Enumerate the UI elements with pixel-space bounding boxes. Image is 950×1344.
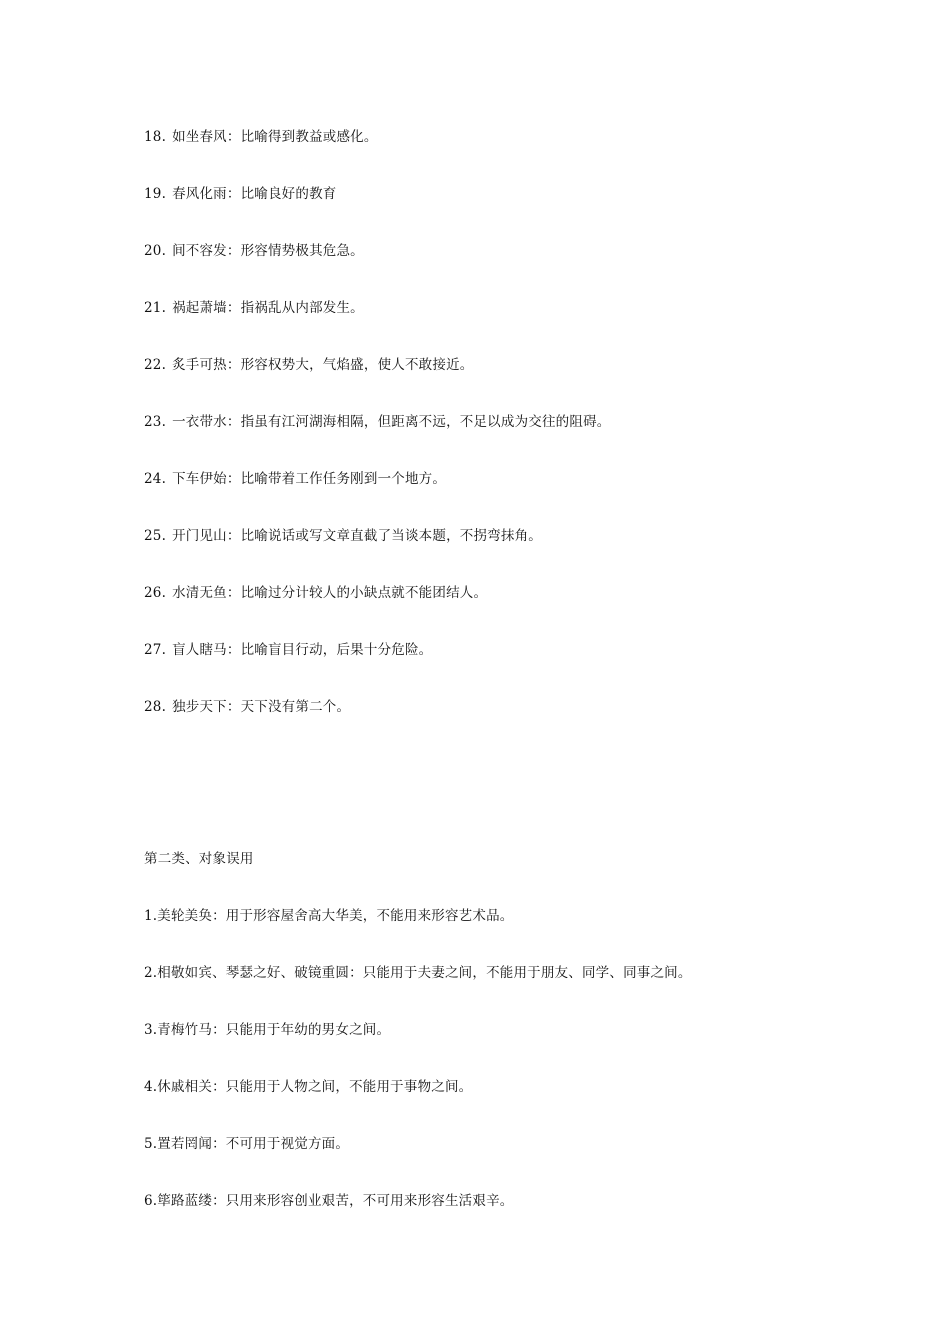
item-number: 2. <box>144 965 158 981</box>
item-text: 筚路蓝缕：只用来形容创业艰苦，不可用来形容生活艰辛。 <box>157 1193 514 1209</box>
item-text: 水清无鱼：比喻过分计较人的小缺点就不能团结人。 <box>172 585 488 601</box>
item-text: 祸起萧墙：指祸乱从内部发生。 <box>172 300 364 316</box>
item-number: 20. <box>144 243 167 259</box>
item-text: 下车伊始：比喻带着工作任务刚到一个地方。 <box>172 471 447 487</box>
list-item <box>144 527 542 545</box>
list-item <box>144 470 446 488</box>
item-number: 4. <box>144 1079 158 1095</box>
list-item <box>144 1135 349 1153</box>
list-item <box>144 964 692 982</box>
list-item <box>144 413 610 431</box>
item-number: 24. <box>144 471 167 487</box>
list-item <box>144 698 350 716</box>
item-number: 23. <box>144 414 167 430</box>
item-text: 休戚相关：只能用于人物之间，不能用于事物之间。 <box>157 1079 473 1095</box>
item-number: 26. <box>144 585 167 601</box>
item-number: 18. <box>144 129 167 145</box>
item-number: 27. <box>144 642 167 658</box>
item-number: 28. <box>144 699 167 715</box>
list-item <box>144 242 364 260</box>
item-text: 如坐春风：比喻得到教益或感化。 <box>172 129 378 145</box>
item-number: 1. <box>144 908 158 924</box>
list-item <box>144 299 364 317</box>
item-number: 5. <box>144 1136 158 1152</box>
item-number: 22. <box>144 357 167 373</box>
item-text: 独步天下：天下没有第二个。 <box>172 699 351 715</box>
list-item <box>144 185 336 203</box>
list-item <box>144 584 487 602</box>
item-text: 开门见山：比喻说话或写文章直截了当谈本题，不拐弯抹角。 <box>172 528 542 544</box>
item-text: 置若罔闻：不可用于视觉方面。 <box>157 1136 350 1152</box>
item-number: 3. <box>144 1022 158 1038</box>
item-number: 19. <box>144 186 167 202</box>
list-item <box>144 1078 472 1096</box>
item-text: 间不容发：形容情势极其危急。 <box>172 243 364 259</box>
item-text: 相敬如宾、琴瑟之好、破镜重圆：只能用于夫妻之间，不能用于朋友、同学、同事之间。 <box>157 965 692 981</box>
list-item <box>144 128 378 146</box>
item-number: 6. <box>144 1193 158 1209</box>
item-number: 25. <box>144 528 167 544</box>
section-heading: 第二类、对象误用 <box>144 851 254 867</box>
item-text: 春风化雨：比喻良好的教育 <box>172 186 337 202</box>
item-number: 21. <box>144 300 167 316</box>
list-item <box>144 1021 390 1039</box>
list-item <box>144 1192 513 1210</box>
item-text: 美轮美奂：用于形容屋舍高大华美，不能用来形容艺术品。 <box>157 908 514 924</box>
list-item <box>144 907 513 925</box>
item-text: 青梅竹马：只能用于年幼的男女之间。 <box>157 1022 391 1038</box>
item-text: 盲人瞎马：比喻盲目行动，后果十分危险。 <box>172 642 433 658</box>
item-text: 炙手可热：形容权势大，气焰盛，使人不敢接近。 <box>172 357 474 373</box>
item-text: 一衣带水：指虽有江河湖海相隔，但距离不远，不足以成为交往的阻碍。 <box>172 414 611 430</box>
list-item <box>144 356 473 374</box>
list-item <box>144 641 432 659</box>
